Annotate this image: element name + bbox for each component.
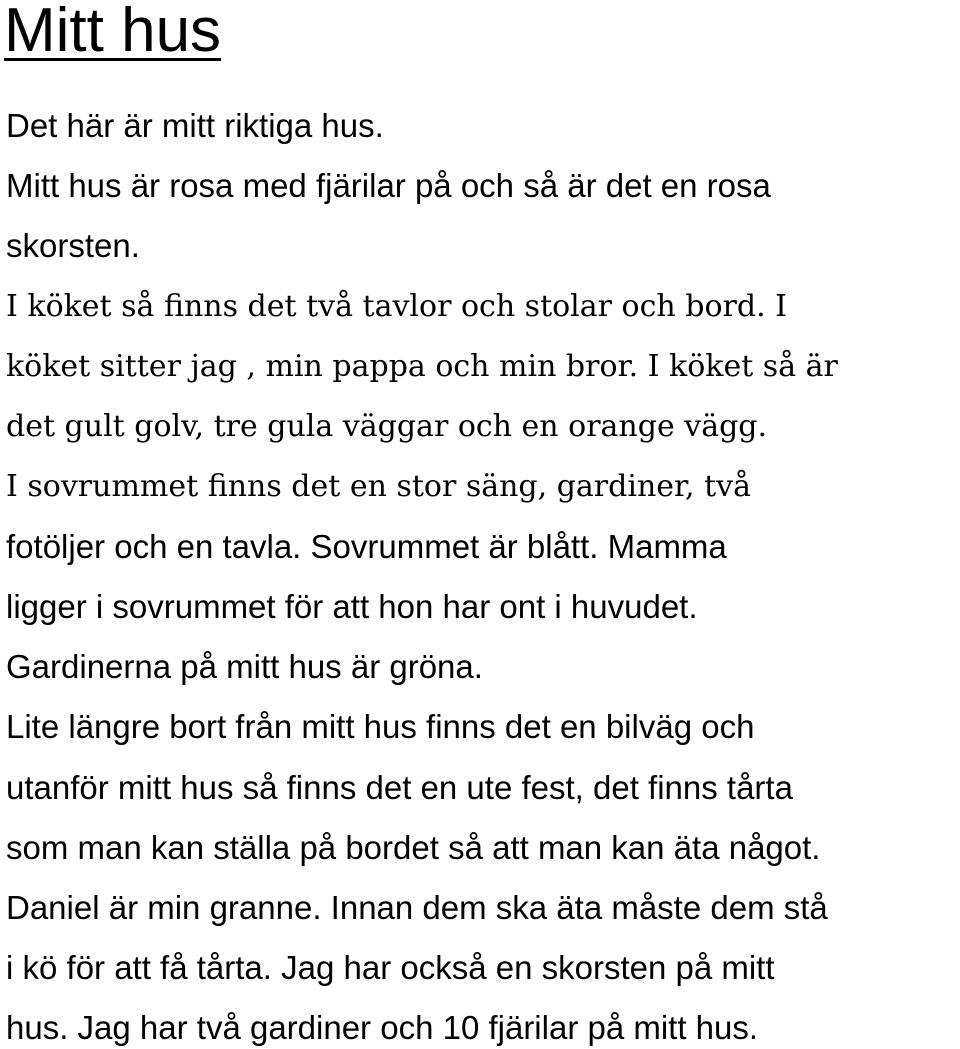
text-line: Daniel är min granne. Innan dem ska äta måste dem stå — [6, 889, 828, 926]
text-line: Det här är mitt riktiga hus. — [6, 107, 384, 144]
text-line: i kö för att få tårta. Jag har också en skorsten på mitt — [6, 949, 775, 986]
text-line: det gult golv, tre gula väggar och en orange vägg. — [6, 409, 768, 444]
text-line: som man kan ställa på bordet så att man kan äta något. — [6, 829, 821, 866]
text-line: ligger i sovrummet för att hon har ont i huvudet. — [6, 588, 698, 625]
document-title: Mitt hus — [4, 0, 222, 65]
text-line: I sovrummet finns det en stor säng, gardiner, två — [6, 469, 752, 504]
text-line: hus. Jag har två gardiner och 10 fjärilar på mitt hus. — [6, 1009, 759, 1046]
text-line: Gardinerna på mitt hus är gröna. — [6, 648, 483, 685]
text-line: Mitt hus är rosa med fjärilar på och så är det en rosa — [6, 167, 771, 204]
text-line: I köket så finns det två tavlor och stolar och bord. I — [6, 289, 787, 324]
text-line: fotöljer och en tavla. Sovrummet är blått. Mamma — [6, 528, 727, 565]
text-line: utanför mitt hus så finns det en ute fest, det finns tårta — [6, 769, 793, 806]
text-line: köket sitter jag , min pappa och min bror. I köket så är — [6, 349, 838, 384]
text-line: Lite längre bort från mitt hus finns det en bilväg och — [6, 708, 755, 745]
text-line: skorsten. — [6, 227, 140, 264]
